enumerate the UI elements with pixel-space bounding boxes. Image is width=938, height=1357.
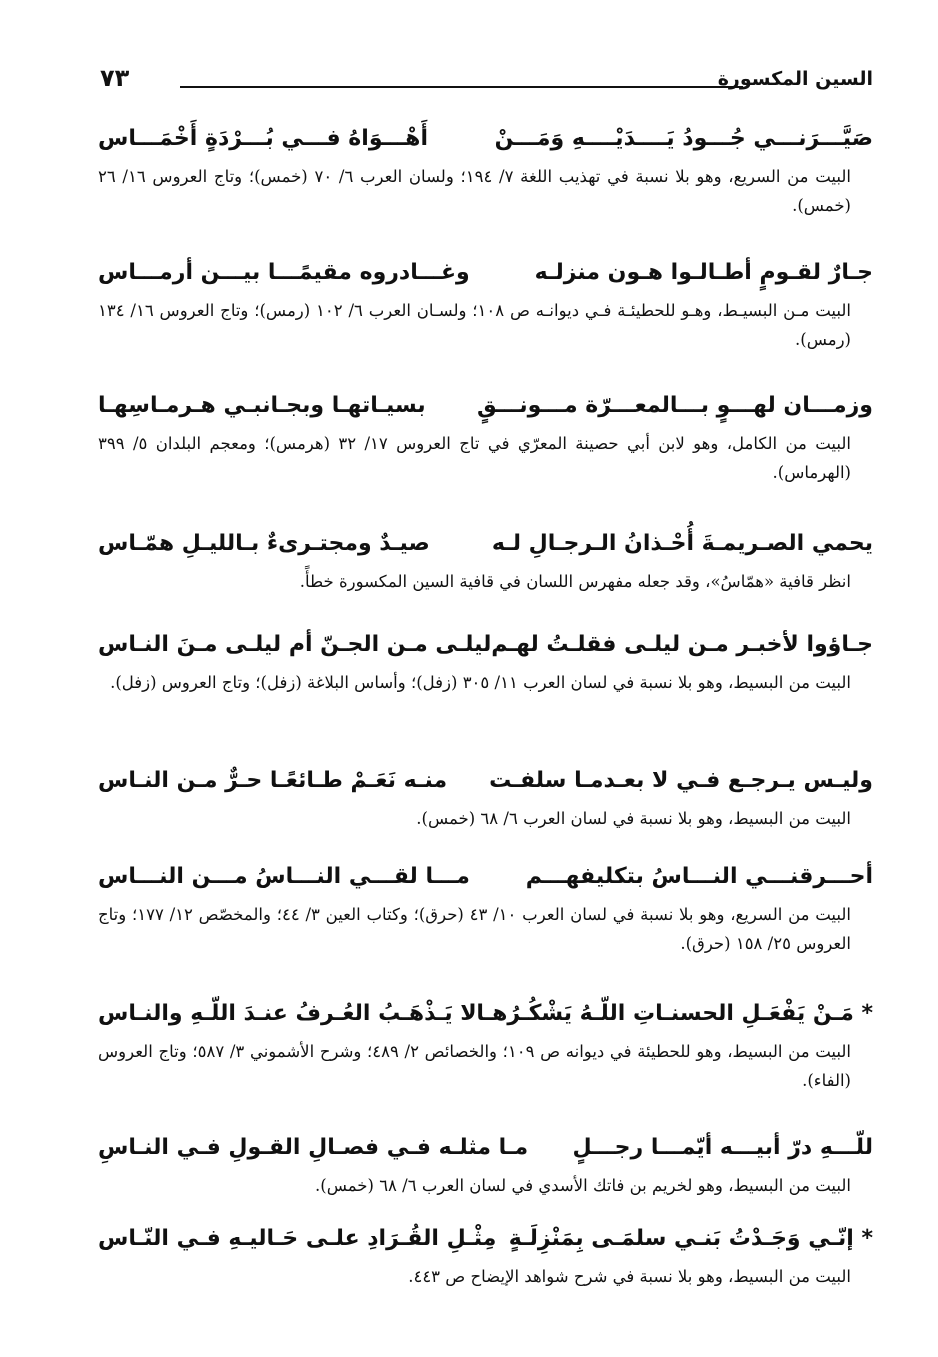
verse-source-note: البيت من السريع، وهو بلا نسبة في لسان العرب ١٠/ ٤٣ (حرق)؛ وكتاب العين ٣/ ٤٤؛ والمخصّص ١٢/ ١٧٧؛ وتاج العروس ٢٥/ ١٥٨ (حرق).	[98, 905, 852, 953]
verse-second-hemistich: مـا مثلـه فـي فصـالِ القـولِ فـي النـاسِ	[98, 1135, 529, 1160]
verse-second-hemistich: منـه نَعَـمْ طـائعًـا حـرٌّ مـن النـاس	[98, 768, 448, 793]
verse-source-note: انظر قافية «همّاسُ»، وقد جعله مفهرس اللسان في قافية السين المكسورة خطأً.	[299, 572, 851, 591]
verse-line	[98, 385, 873, 427]
verse-entry-5	[98, 624, 873, 697]
verse-first-hemistich: يحمي الصـريمـةَ أُحْـذانُ الـرجـالِ لـه	[491, 531, 873, 556]
running-title: السين المكسورة	[717, 68, 873, 90]
verse-entry-1	[98, 118, 873, 220]
verse-line	[98, 118, 873, 160]
verse-line	[98, 993, 873, 1035]
verse-source-note: البيت من الكامل، وهو لابن أبي حصينة المعرّي في تاج العروس ١٧/ ٣٢ (هرمس)؛ ومعجم البلدان ٥/ ٣٩٩ (الهرماس).	[98, 434, 851, 482]
verse-line	[98, 856, 873, 898]
verse-entry-4	[98, 523, 873, 596]
verse-entry-10	[98, 1218, 873, 1291]
verse-first-hemistich: * إنّـي وَجَـدْتُ بَنـي سلمَـى بِمَنْزِلَـةٍ	[508, 1226, 873, 1251]
verse-second-hemistich: أَهْـــوَاهُ فـــي بُـــرْدَةٍ أَخْمَـــاس	[98, 126, 428, 151]
verse-source-note: البيت من البسيط، وهو لخريم بن فاتك الأسدي في لسان العرب ٦/ ٦٨ (خمس).	[315, 1176, 851, 1195]
verse-line	[98, 624, 873, 666]
verse-source-note: البيت من البسيط، وهو بلا نسبة في لسان العرب ٦/ ٦٨ (خمس).	[416, 809, 851, 828]
header-rule	[180, 86, 743, 88]
verse-first-hemistich: جـارٌ لقـومٍ أطـالـوا هـون منزلـه	[534, 260, 873, 285]
verse-entry-9	[98, 1127, 873, 1200]
verse-source-note: البيت من البسيط، وهو بلا نسبة في لسان العرب ١١/ ٣٠٥ (زفل)؛ وأساس البلاغة (زفل)؛ وتاج العروس (زفل).	[110, 673, 851, 692]
verse-first-hemistich: للّـــهِ درّ أبيـــه أيّمـــا رجـــلٍ	[572, 1135, 873, 1160]
verse-first-hemistich: أحـــرقنـــي النـــاسُ بتكليفهـــم	[525, 864, 873, 889]
verse-line	[98, 1127, 873, 1169]
verse-first-hemistich: وزمـــان لهـــوٍ بـــالمعـــرّة مـــونـــقٍ	[476, 393, 873, 418]
verse-first-hemistich: صَيَّـــرَنـــي جُـــودُ يَــــدَيْــــهِ وَمَـــنْ	[494, 126, 873, 151]
verse-source-note: البيت مـن البسيـط، وهـو للحطيئـة فـي ديوانـه ص ١٠٨؛ ولسـان العرب ٦/ ١٠٢ (رمس)؛ وتاج العروس ١٦/ ١٣٤ (رمس).	[98, 301, 851, 349]
verse-entry-7	[98, 856, 873, 958]
verse-entry-8	[98, 993, 873, 1095]
verse-source-note: البيت من السريع، وهو بلا نسبة في تهذيب اللغة ٧/ ١٩٤؛ ولسان العرب ٦/ ٧٠ (خمس)؛ وتاج العروس ١٦/ ٢٦ (خمس).	[98, 167, 851, 215]
verse-line	[98, 252, 873, 294]
verse-first-hemistich: وليـس يـرجـع فـي لا بعـدمـا سلفـت	[489, 768, 873, 793]
verse-source-note: البيت من البسيط، وهو بلا نسبة في شرح شواهد الإيضاح ص ٤٤٣.	[408, 1267, 851, 1286]
page-number: ٧٣	[100, 64, 130, 92]
verse-second-hemistich: لا يَـذْهَـبُ العُـرفُ عنـدَ اللّـهِ والنـاس	[98, 1001, 477, 1026]
verse-second-hemistich: ليلـى مـن الجـنّ أم ليلـى مـنَ النـاس	[98, 632, 492, 657]
verse-entry-6	[98, 760, 873, 833]
verse-second-hemistich: مـــا لقـــي النـــاسُ مـــن النـــاس	[98, 864, 470, 889]
verse-first-hemistich: * مَـنْ يَفْعَـلِ الحسنـاتِ اللّـهُ يَشْكُـرُهـا	[476, 1001, 873, 1026]
verse-line	[98, 523, 873, 565]
verse-line	[98, 760, 873, 802]
verse-line	[98, 1218, 873, 1260]
verse-second-hemistich: مِثْـلِ القُـرَادِ علـى حَـاليـهِ فـي النّـاس	[98, 1226, 497, 1251]
verse-second-hemistich: وغـــادروه مقيمًـــا بيـــن أرمـــاس	[98, 260, 470, 285]
verse-second-hemistich: بسيـاتهـا وبجـانبـي هـرمـاسِهـا	[98, 393, 426, 418]
verse-second-hemistich: صيـدٌ ومجتـرىءٌ بـالليـلِ همّـاس	[98, 531, 430, 556]
verse-entry-2	[98, 252, 873, 354]
verse-source-note: البيت من البسيط، وهو للحطيئة في ديوانه ص ١٠٩؛ والخصائص ٢/ ٤٨٩؛ وشرح الأشموني ٣/ ٥٨٧؛ وتاج العروس (الفاء).	[98, 1042, 851, 1090]
verse-entry-3	[98, 385, 873, 487]
page-header	[98, 66, 873, 96]
verse-first-hemistich: جـاؤوا لأخبـر مـن ليلـى فقلـتُ لهـم	[491, 632, 873, 657]
